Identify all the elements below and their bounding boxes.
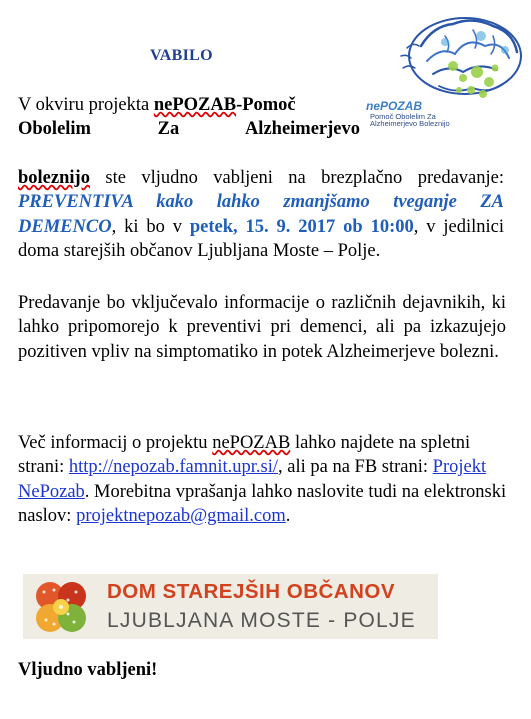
flower-logo-icon (28, 578, 94, 636)
intro-text-4: , v jedilnici doma starejših občanov Ljubljana Moste – Polje. (18, 216, 505, 262)
care-home-banner (23, 574, 438, 639)
intro-text-2: ste vljudno vabljeni na brezplačno predavanje: (89, 168, 504, 188)
intro-text-3: , ki bo v (111, 216, 190, 237)
intro-text: V okviru projekta (18, 95, 154, 115)
logo-subtitle-1: Pomoč Obolelim Za (370, 111, 436, 121)
contact-text-5: . (285, 506, 291, 527)
website-link[interactable]: http://nepozab.famnit.upr.si/ (68, 457, 278, 478)
logo-name: nePOZAB (366, 99, 423, 113)
description-paragraph: Predavanje bo vključevalo informacije o različnih dejavnikih, ki lahko pripomorejo k preventivi pri demenci, ali pa izkazujejo pozitiven vpliv na simptomatiko in potek Alzheimerjeve bolezni. (18, 293, 506, 362)
facebook-link[interactable]: Projekt NePozab (18, 457, 487, 502)
page-title: VABILO (150, 47, 213, 64)
contact-text-2: lahko najdete na spletni strani: (18, 433, 471, 478)
contact-text-1: Več informacij o projektu (18, 433, 213, 453)
contact-text-3: , ali pa na FB strani: (278, 457, 433, 478)
contact-project-name: nePOZAB (212, 433, 291, 453)
intro-paragraph-body (18, 166, 504, 264)
banner-title: DOM STAREJŠIH OBČANOV (107, 580, 396, 603)
logo-text-block (366, 100, 450, 128)
project-full-name-c: boleznijo (18, 168, 90, 188)
closing-text: Vljudno vabljeni! (18, 660, 158, 680)
contact-text-4: . Morebitna vprašanja lahko naslovite tudi na elektronski naslov: (18, 481, 507, 527)
banner-location: LJUBLJANA MOSTE - POLJE (107, 609, 416, 632)
event-date: petek, 15. 9. 2017 ob 10:00 (189, 216, 414, 237)
email-link[interactable]: projektnepozab@gmail.com (76, 506, 286, 527)
project-full-name-a: -Pomoč (236, 95, 296, 115)
intro-paragraph-top (18, 93, 360, 142)
lecture-title: PREVENTIVA kako lahko zmanjšamo tveganje ZA DEMENCO (18, 192, 504, 237)
contact-paragraph (18, 431, 518, 529)
logo-subtitle-2: Alzheimerjevo Boleznijo (370, 119, 450, 129)
project-full-name-b: Obolelim Za Alzheimerjevo (18, 119, 360, 140)
project-name: nePOZAB (153, 95, 237, 115)
